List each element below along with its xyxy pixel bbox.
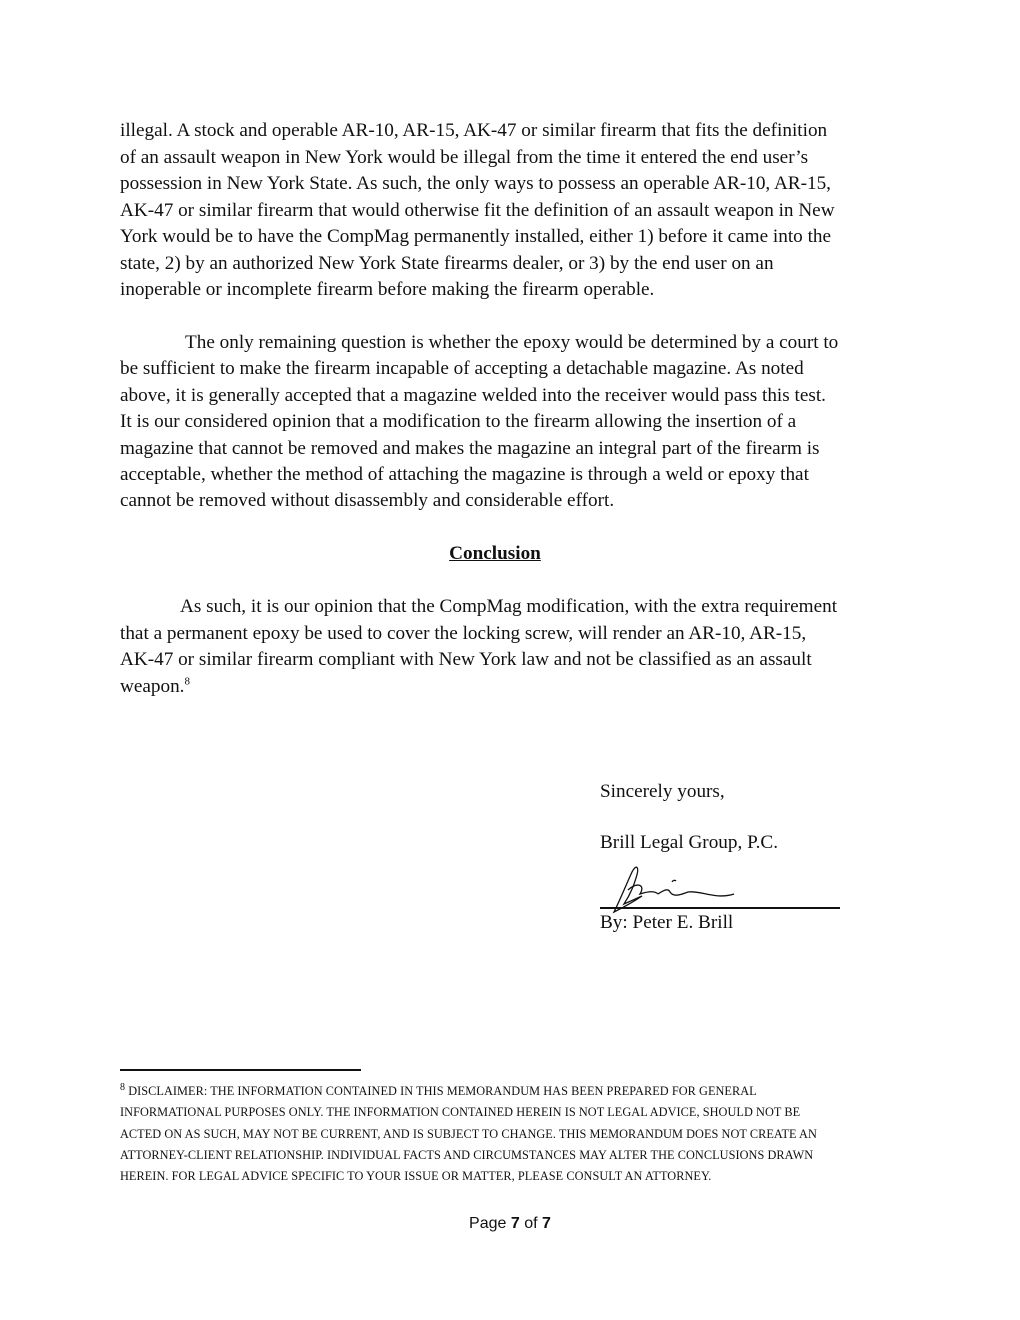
page-label: Page [469,1215,507,1232]
signature-line [600,907,840,909]
footnote-text: DISCLAIMER: THE INFORMATION CONTAINED IN THIS MEMORANDUM HAS BEEN PREPARED FOR GENERAL [128,1084,757,1098]
paragraph-line: AK-47 or similar firearm that would otherwise fit the definition of an assault weapon in New [120,200,835,221]
paragraph-line: that a permanent epoxy be used to cover the locking screw, will render an AR-10, AR-15, [120,623,807,644]
footnote-separator [120,1069,361,1071]
footnote-line: INFORMATIONAL PURPOSES ONLY. THE INFORMATION CONTAINED HEREIN IS NOT LEGAL ADVICE, SHOULD NOT BE [120,1105,801,1119]
footnote-line: ATTORNEY-CLIENT RELATIONSHIP. INDIVIDUAL FACTS AND CIRCUMSTANCES MAY ALTER THE CONCLUSIONS DRAWN [120,1148,814,1162]
conclusion-heading: Conclusion [449,543,541,564]
paragraph-line: state, 2) by an authorized New York State firearms dealer, or 3) by the end user on an [120,253,774,274]
paragraph-line: inoperable or incomplete firearm before making the firearm operable. [120,279,655,300]
paragraph-line: acceptable, whether the method of attaching the magazine is through a weld or epoxy that [120,464,809,485]
signer-name: By: Peter E. Brill [600,912,734,933]
footnote-line: ACTED ON AS SUCH, MAY NOT BE CURRENT, AND IS SUBJECT TO CHANGE. THIS MEMORANDUM DOES NOT CREATE AN [120,1127,817,1141]
paragraph-line: above, it is generally accepted that a magazine welded into the receiver would pass this test. [120,385,826,406]
paragraph-line: York would be to have the CompMag permanently installed, either 1) before it came into the [120,226,832,247]
paragraph-line: magazine that cannot be removed and makes the magazine an integral part of the firearm is [120,438,820,459]
page-number-footer [0,1215,1020,1233]
firm-name: Brill Legal Group, P.C. [600,832,779,853]
paragraph-line [120,674,190,701]
footnote-number: 8 [120,1081,126,1093]
paragraph-line: As such, it is our opinion that the CompMag modification, with the extra requirement [180,596,838,617]
footnote-line: HEREIN. FOR LEGAL ADVICE SPECIFIC TO YOUR ISSUE OR MATTER, PLEASE CONSULT AN ATTORNEY. [120,1169,712,1183]
salutation: Sincerely yours, [600,781,725,802]
paragraph-line: of an assault weapon in New York would be illegal from the time it entered the end user’s [120,147,809,168]
paragraph-line: AK-47 or similar firearm compliant with New York law and not be classified as an assault [120,649,812,670]
current-page: 7 [510,1215,520,1232]
handwritten-signature-icon [606,860,746,920]
paragraph-line: The only remaining question is whether the epoxy would be determined by a court to [185,332,839,353]
of-label: of [524,1215,538,1232]
paragraph-line: be sufficient to make the firearm incapable of accepting a detachable magazine. As noted [120,358,804,379]
total-pages: 7 [542,1215,551,1232]
footnote-reference[interactable]: 8 [184,675,190,688]
paragraph-line: cannot be removed without disassembly and considerable effort. [120,490,615,511]
paragraph-line: possession in New York State. As such, the only ways to possess an operable AR-10, AR-15, [120,173,831,194]
paragraph-line: illegal. A stock and operable AR-10, AR-15, AK-47 or similar firearm that fits the definition [120,120,828,141]
footnote-line [120,1081,757,1102]
paragraph-line: It is our considered opinion that a modification to the firearm allowing the insertion of a [120,411,797,432]
paragraph-line-text: weapon. [120,676,185,697]
